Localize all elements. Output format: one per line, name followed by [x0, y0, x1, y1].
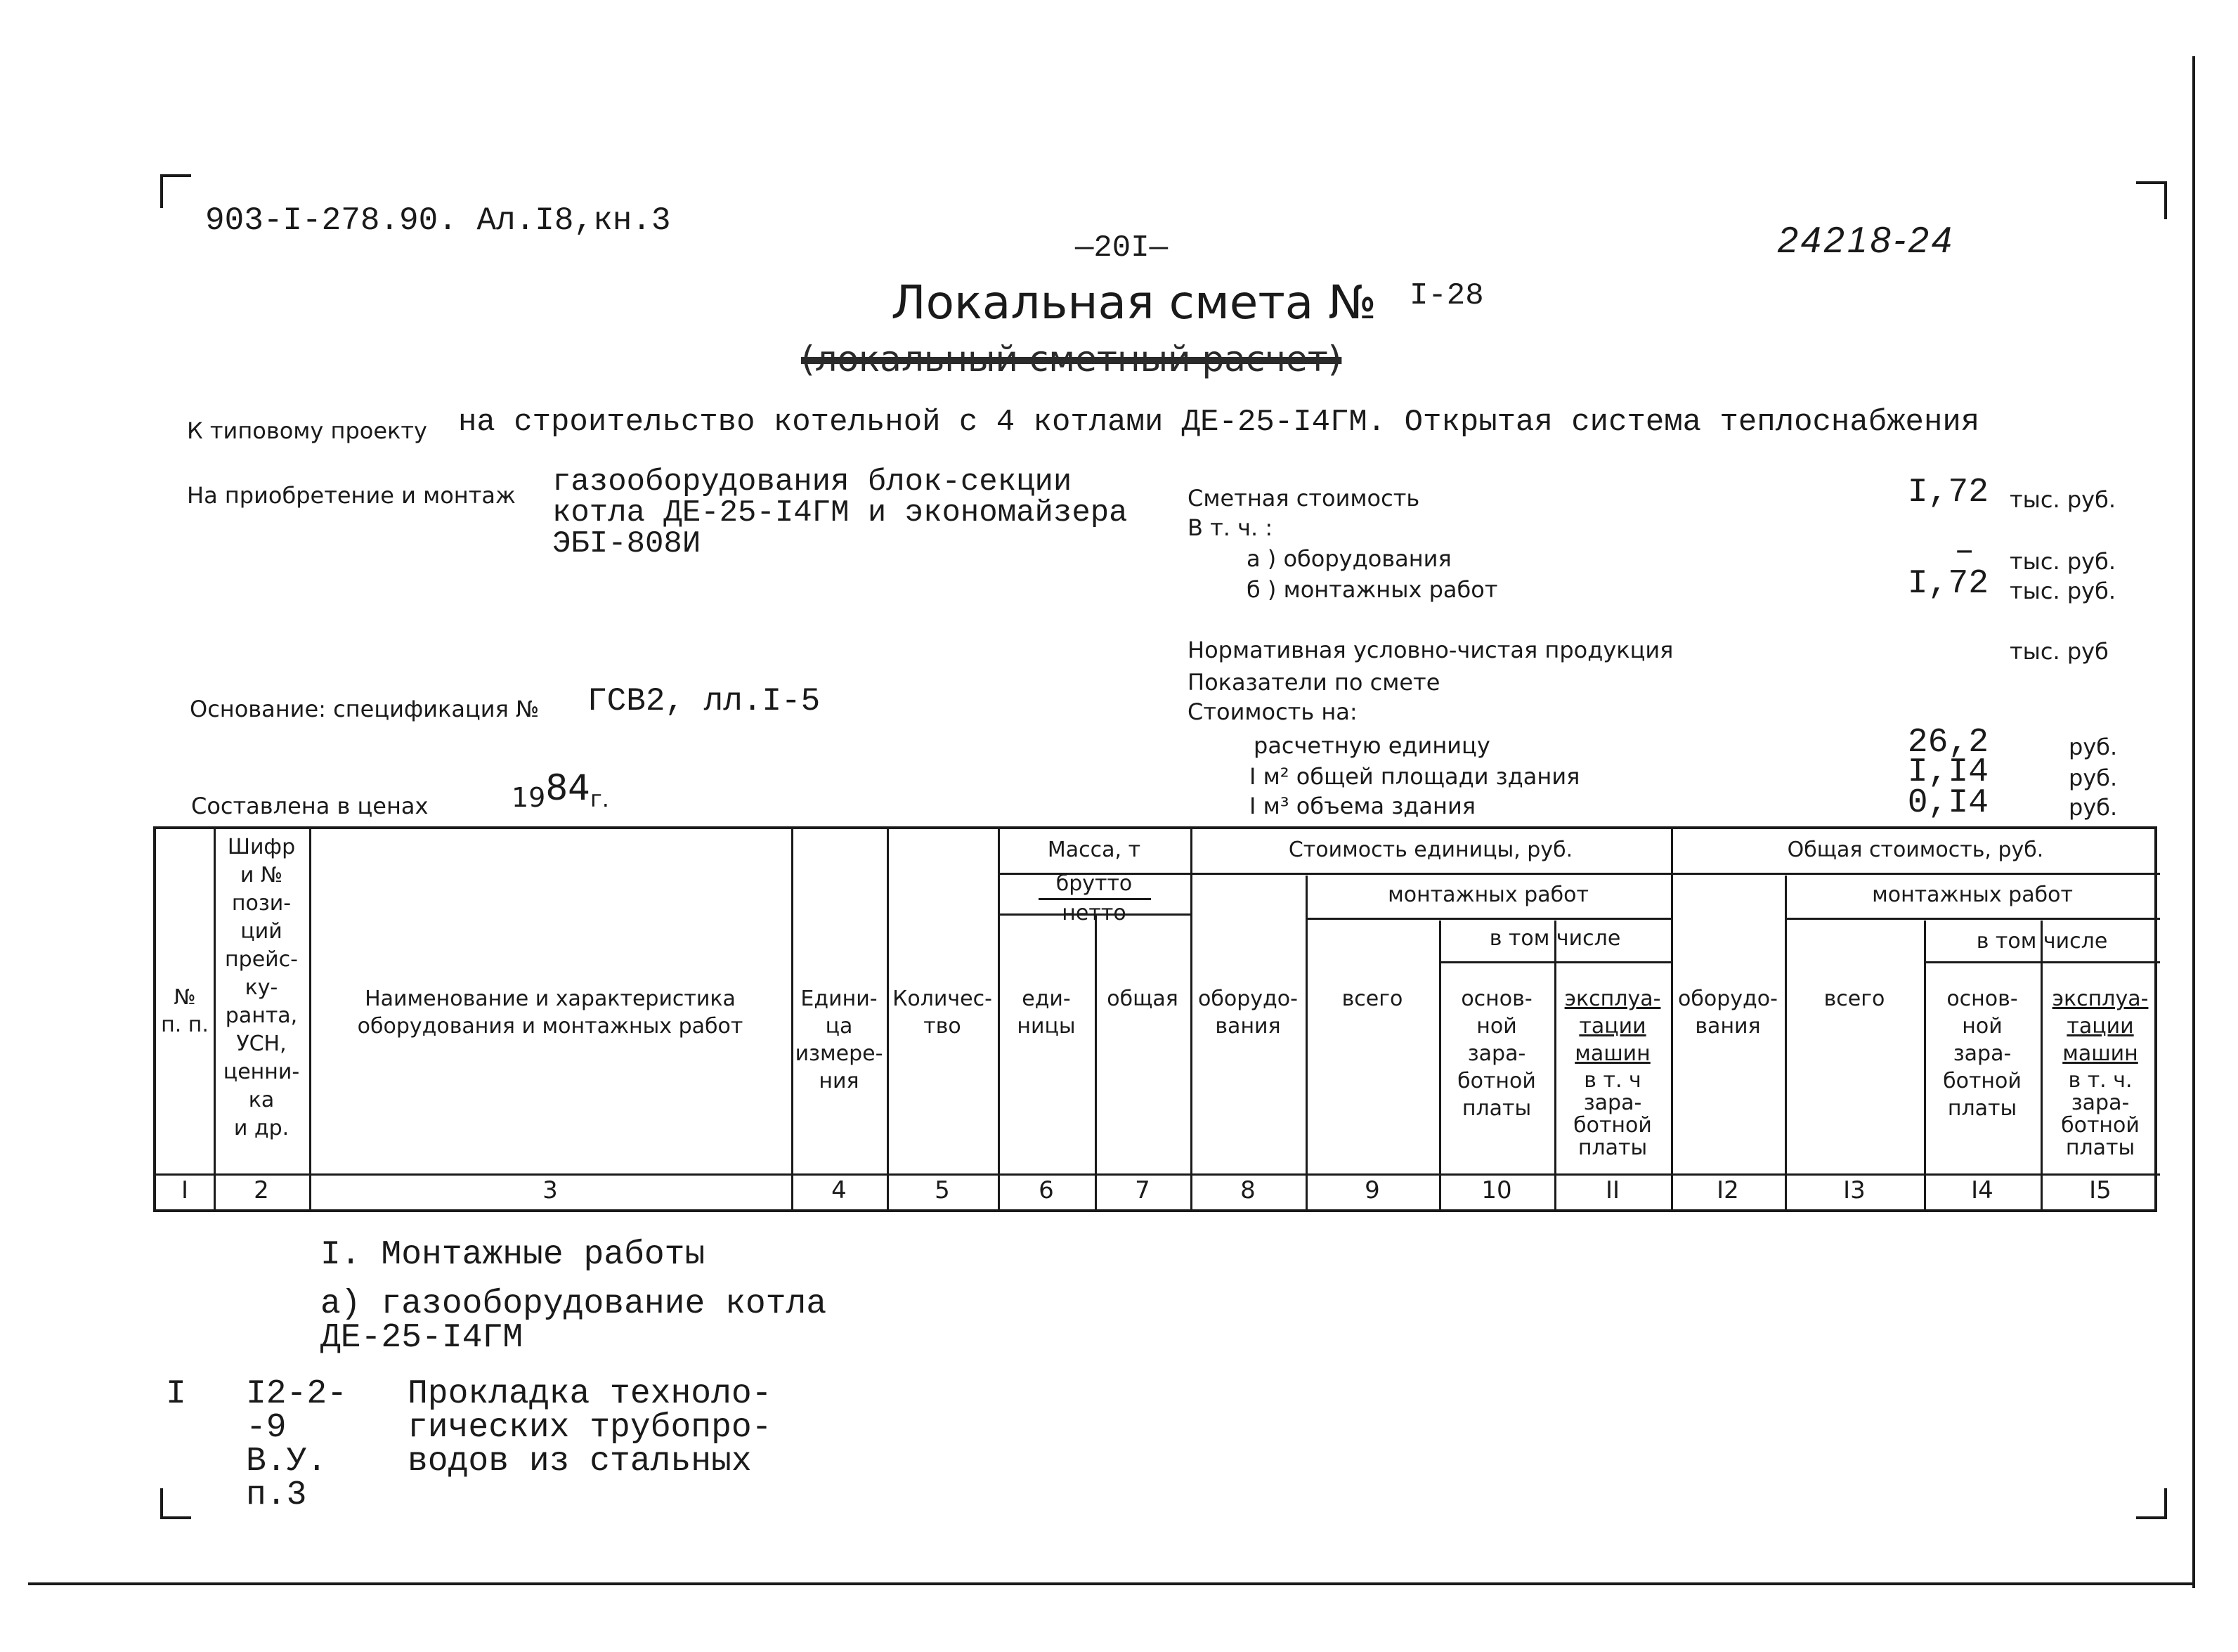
- per-m2-value: I,I4: [1907, 753, 1989, 791]
- purchase-label: На приобретение и монтаж: [187, 482, 516, 509]
- prices-year-g: г.: [590, 786, 609, 812]
- col-header-name: Наименование и характеристика оборудования и монтажных работ: [357, 987, 743, 1039]
- col-number: 7: [1135, 1176, 1150, 1204]
- col-header-unit-machines: эксплуа- тации машин: [1564, 987, 1661, 1066]
- per-m3-unit: руб.: [2069, 794, 2118, 821]
- estimate-number: I-28: [1410, 278, 1484, 313]
- col-number: 9: [1365, 1176, 1380, 1204]
- col-header-unit-total: всего: [1341, 987, 1403, 1011]
- col-number: 3: [542, 1176, 558, 1204]
- col-header-qty: Количес- тво: [892, 987, 992, 1039]
- archive-number: 24218-24: [1778, 220, 1955, 261]
- prices-year-suffix: 84: [545, 767, 590, 808]
- row-code: I2-2- -9 В.У. п.3: [246, 1375, 348, 1514]
- row-number: I: [166, 1375, 186, 1413]
- installation-cost-unit: тыс. руб.: [2010, 578, 2116, 604]
- basis-value: ГСВ2, лл.I-5: [587, 683, 821, 720]
- col-number: I4: [1971, 1176, 1993, 1204]
- per-unit-unit: руб.: [2069, 734, 2118, 760]
- col-number: I2: [1717, 1176, 1739, 1204]
- col-number: 5: [935, 1176, 950, 1204]
- col-header-general-cost: Общая стоимость, руб.: [1787, 838, 2044, 862]
- col-header-general-including: в том числе: [1976, 929, 2108, 954]
- per-m3-value: 0,I4: [1907, 784, 1989, 822]
- col-header-netto: нетто: [1062, 901, 1126, 925]
- net-product-unit: тыс. руб: [2010, 638, 2109, 665]
- col-number: 6: [1039, 1176, 1054, 1204]
- col-number: I: [181, 1176, 189, 1204]
- col-header-brutto: брутто: [1055, 871, 1133, 896]
- col-header-mass-unit: еди- ницы: [1017, 987, 1076, 1039]
- col-header-unit: Едини- ца измере- ния: [795, 987, 883, 1093]
- col-header-general-equipment: оборудо- вания: [1678, 987, 1778, 1039]
- estimated-cost-unit: тыс. руб.: [2010, 486, 2116, 513]
- equipment-cost-unit: тыс. руб.: [2010, 548, 2116, 575]
- col-header-unit-machines-sub: в т. ч зара- ботной платы: [1573, 1068, 1652, 1160]
- col-header-num: № п. п.: [161, 985, 209, 1037]
- estimate-title: Локальная смета №: [891, 275, 1377, 330]
- per-unit-value: 26,2: [1907, 724, 1989, 762]
- section-title: I. Монтажные работы: [320, 1236, 705, 1274]
- installation-cost-label: б ) монтажных работ: [1247, 576, 1498, 603]
- col-header-mass-total: общая: [1107, 987, 1178, 1011]
- struck-subtitle: (локальный сметный расчет): [801, 339, 1342, 379]
- col-header-unit-cost: Стоимость единицы, руб.: [1288, 838, 1573, 862]
- per-m3-label: I м³ объема здания: [1249, 793, 1476, 819]
- prices-year: [512, 767, 609, 815]
- per-unit-label: расчетную единицу: [1254, 732, 1490, 759]
- col-header-general-machines-sub: в т. ч. зара- ботной платы: [2061, 1068, 2140, 1160]
- equipment-cost-label: а ) оборудования: [1247, 545, 1452, 572]
- col-number: 8: [1240, 1176, 1256, 1204]
- col-number: I5: [2089, 1176, 2112, 1204]
- corner-mark-top-right: [2136, 181, 2167, 219]
- subsection-title: а) газооборудование котла ДЕ-25-I4ГМ: [320, 1285, 827, 1357]
- col-number: 2: [254, 1176, 269, 1204]
- purchase-value: газооборудования блок-секции котла ДЕ-25-I4ГМ и экономайзера ЭБI-808И: [552, 464, 1128, 561]
- col-header-unit-install: монтажных работ: [1388, 883, 1589, 907]
- estimated-cost-value: I,72: [1907, 474, 1989, 512]
- including-label: В т. ч. :: [1188, 514, 1273, 541]
- col-number: I3: [1843, 1176, 1866, 1204]
- project-label: К типовому проекту: [187, 417, 427, 444]
- prices-label: Составлена в ценах: [191, 793, 429, 819]
- estimate-table: [153, 826, 2157, 1212]
- page-edge-bottom: [28, 1582, 2195, 1585]
- net-product-label: Нормативная условно-чистая продукция: [1188, 637, 1674, 663]
- doc-code: 903-I-278.90. Ал.I8,кн.3: [205, 202, 671, 239]
- prices-year-prefix: 19: [512, 782, 546, 813]
- project-value: на строительство котельной с 4 котлами ДЕ-25-I4ГМ. Открытая система теплоснабжения: [458, 405, 1980, 440]
- equipment-cost-value: –: [1954, 533, 1974, 571]
- cost-per-label: Стоимость на:: [1188, 698, 1358, 725]
- corner-mark-bottom-right: [2136, 1488, 2167, 1519]
- col-number: 4: [831, 1176, 847, 1204]
- row-name: Прокладка техноло- гических трубопро- водов из стальных: [408, 1375, 772, 1481]
- per-m2-unit: руб.: [2069, 765, 2118, 791]
- col-header-code: Шифр и № пози- ций прейс- ку- ранта, УСН, ценни- ка и др.: [223, 835, 300, 1140]
- col-header-mass: Масса, т: [1047, 838, 1141, 862]
- col-header-unit-including: в том числе: [1489, 926, 1621, 951]
- col-header-general-install: монтажных работ: [1872, 883, 2073, 907]
- col-header-general-machines: эксплуа- тации машин: [2052, 987, 2149, 1066]
- installation-cost-value: I,72: [1907, 565, 1989, 603]
- col-number: II: [1605, 1176, 1620, 1204]
- basis-label: Основание: спецификация №: [190, 696, 540, 722]
- col-number: 10: [1481, 1176, 1512, 1204]
- col-header-general-wages: основ- ной зара- ботной платы: [1943, 987, 2022, 1121]
- col-header-unit-equipment: оборудо- вания: [1198, 987, 1298, 1039]
- page-number: —20I—: [1075, 230, 1169, 266]
- corner-mark-bottom-left: [160, 1488, 191, 1519]
- estimated-cost-label: Сметная стоимость: [1188, 485, 1420, 512]
- per-m2-label: I м² общей площади здания: [1249, 763, 1580, 790]
- col-header-unit-wages: основ- ной зара- ботной платы: [1457, 987, 1536, 1121]
- corner-mark-top-left: [160, 174, 191, 208]
- indicators-label: Показатели по смете: [1188, 669, 1440, 696]
- page-edge-right: [2192, 56, 2195, 1588]
- col-header-general-total: всего: [1823, 987, 1885, 1011]
